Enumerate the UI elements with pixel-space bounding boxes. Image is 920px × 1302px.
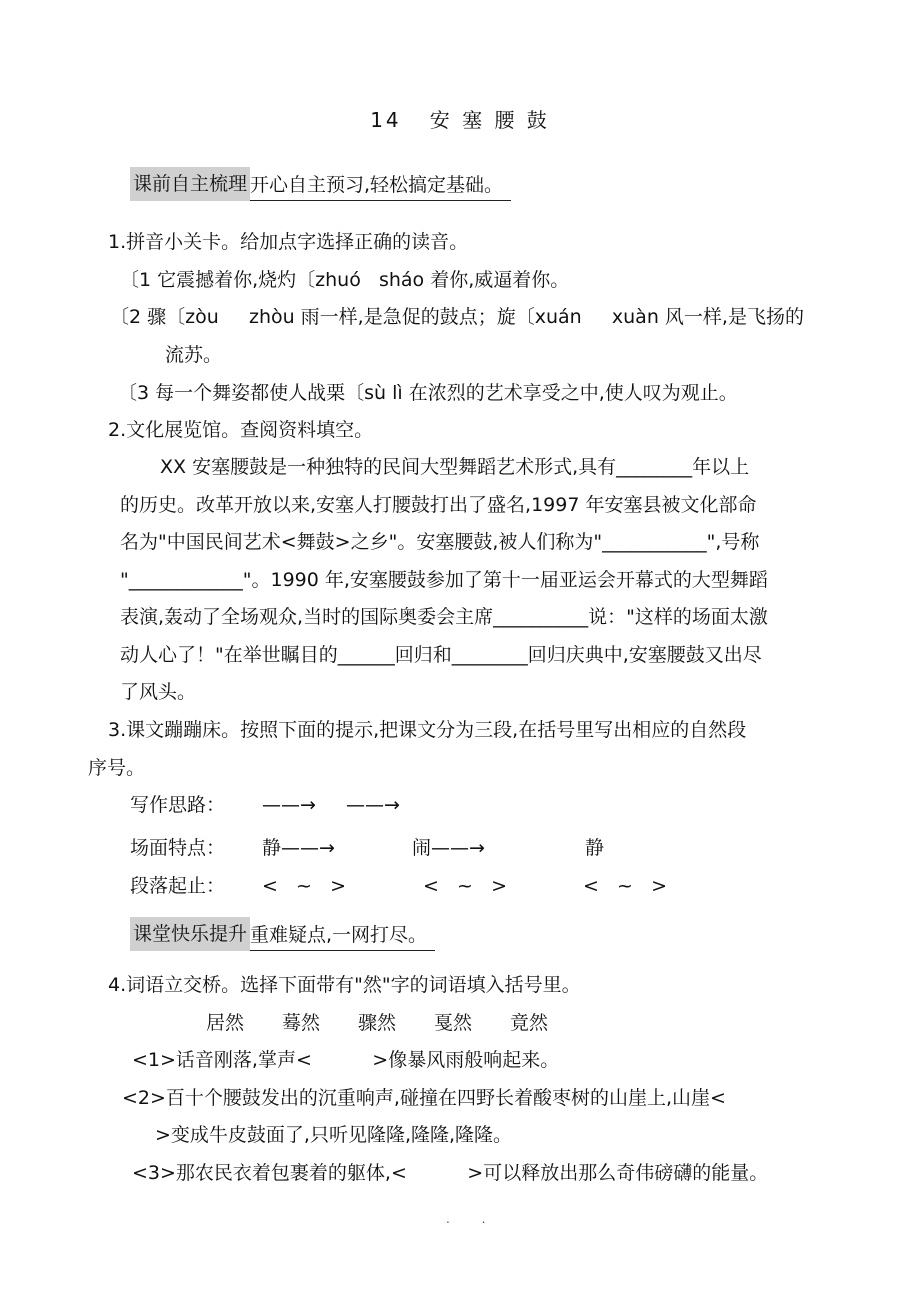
section-slogan: 开心自主预习,轻松搞定基础。 [250,168,511,201]
question-1-item-2: 〔2 骤〔zòu zhòu 雨一样,是急促的鼓点；旋〔xuán xuàn 风一样,是飞扬的 [110,306,804,328]
scene-feature-value: 闹——→ [412,837,485,859]
question-4-item-2: <2>百十个腰鼓发出的沉重响声,碰撞在四野长着酸枣树的山崖上,山崖< [122,1087,726,1109]
question-4-item-3: <3>那农民衣着包裹着的躯体,< >可以释放出那么奇伟磅礴的能量。 [132,1162,769,1184]
paragraph-range-blank: < ~ > [423,875,507,897]
question-1-item-1: 〔1 它震撼着你,烧灼〔zhuó sháo 着你,威逼着你。 [120,269,570,291]
question-2-line: 动人心了！"在举世瞩目的______回归和________回归庆典中,安塞腰鼓又出尽 [120,644,762,666]
paragraph-range-label: 段落起止： [130,875,226,897]
question-2-line: "____________"。1990 年,安塞腰鼓参加了第十一届亚运会开幕式的大型舞蹈 [120,569,768,591]
page-title: 14 安 塞 腰 鼓 [370,108,550,132]
question-1-item-3: 〔3 每一个舞姿都使人战栗〔sù lì 在浓烈的艺术享受之中,使人叹为观止。 [118,382,738,404]
footer-dots: . . [446,1212,500,1226]
question-3-heading-cont: 序号。 [88,757,146,779]
question-4-heading: 4.词语立交桥。选择下面带有"然"字的词语填入括号里。 [108,974,581,996]
section-banner-class [130,917,435,951]
question-2-heading: 2.文化展览馆。查阅资料填空。 [108,419,374,441]
scene-feature-label: 场面特点： [130,837,226,859]
question-2-line: 表演,轰动了全场观众,当时的国际奥委会主席__________说："这样的场面太激 [120,606,768,628]
scene-feature-value: 静——→ [262,837,335,859]
question-2-line: 的历史。改革开放以来,安塞人打腰鼓打出了盛名,1997 年安塞县被文化部命 [120,494,757,516]
question-2-line: 名为"中国民间艺术<舞鼓>之乡"。安塞腰鼓,被人们称为"___________",号称 [120,531,760,553]
section-slogan: 重难疑点,一网打尽。 [250,918,435,951]
paragraph-range-blank: < ~ > [262,875,346,897]
section-tag: 课堂快乐提升 [130,917,250,951]
question-2-line: 了风头。 [120,681,197,703]
paragraph-range-blank: < ~ > [583,875,667,897]
section-tag: 课前自主梳理 [130,167,250,201]
word-option: 骤然 [358,1012,397,1034]
question-3-heading: 3.课文蹦蹦床。按照下面的提示,把课文分为三段,在括号里写出相应的自然段 [108,719,747,741]
writing-idea-arrow: ——→ [346,794,400,816]
word-option: 竟然 [510,1012,549,1034]
word-option: 蓦然 [282,1012,321,1034]
word-option: 居然 [206,1012,245,1034]
section-banner-preview [130,167,511,201]
question-4-item-2-cont: >变成牛皮鼓面了,只听见隆隆,隆隆,隆隆。 [155,1124,513,1146]
word-option: 戛然 [434,1012,473,1034]
writing-idea-label: 写作思路： [130,794,226,816]
question-4-item-1: <1>话音刚落,掌声< >像暴风雨般响起来。 [132,1049,560,1071]
scene-feature-value: 静 [585,837,605,859]
writing-idea-arrow: ——→ [262,794,316,816]
question-2-line: XX 安塞腰鼓是一种独特的民间大型舞蹈艺术形式,具有________年以上 [160,456,750,478]
question-1-item-2-cont: 流苏。 [165,344,223,366]
question-1-heading: 1.拼音小关卡。给加点字选择正确的读音。 [108,231,469,253]
